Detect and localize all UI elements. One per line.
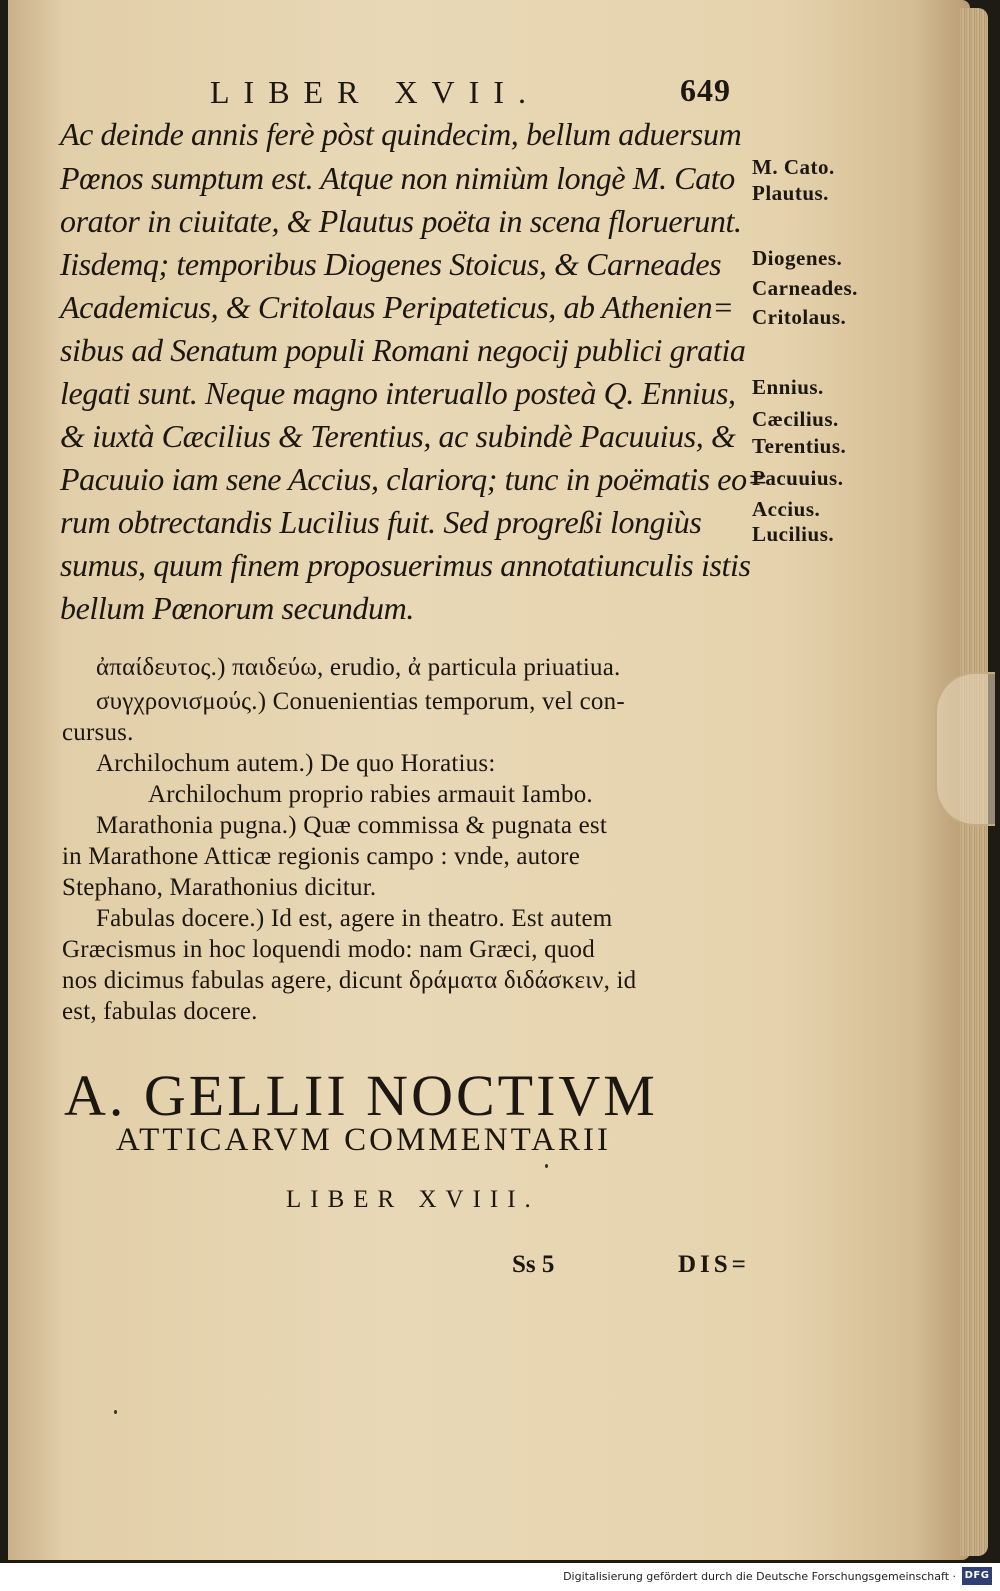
margin-note: M. Cato. bbox=[752, 155, 835, 179]
annotation-line: Archilochum autem.) De quo Horatius: bbox=[96, 750, 496, 777]
annotation-line: Græcismus in hoc loquendi modo: nam Græci, quod bbox=[62, 936, 595, 963]
annotation-line: est, fabulas docere. bbox=[62, 998, 258, 1025]
book-number: LIBER XVIII. bbox=[286, 1186, 540, 1213]
annotation-line: Stephano, Marathonius dicitur. bbox=[62, 874, 377, 901]
annotation-line: συγχρονισμούς.) Conuenientias temporum, vel con- bbox=[96, 688, 625, 715]
footer-bar bbox=[0, 1563, 1000, 1591]
page-number: 649 bbox=[680, 72, 731, 108]
book-subtitle: ATTICARVM COMMENTARII bbox=[116, 1122, 611, 1158]
bookmark-tab bbox=[935, 672, 995, 826]
text-line: Ac deinde annis ferè pòst quindecim, bellum aduersum bbox=[60, 116, 742, 152]
margin-note: Cæcilius. bbox=[752, 407, 839, 431]
text-line: Academicus, & Critolaus Peripateticus, ab Athenien= bbox=[60, 289, 734, 325]
annotation-line: cursus. bbox=[62, 719, 134, 746]
text-line: Pacuuio iam sene Accius, clariorq; tunc in poëmatis eo= bbox=[60, 461, 768, 497]
text-line: bellum Pœnorum secundum. bbox=[60, 590, 414, 626]
margin-note: Critolaus. bbox=[752, 305, 847, 329]
annotation-line: nos dicimus fabulas agere, dicunt δράματα διδάσκειν, id bbox=[62, 967, 637, 994]
text-line: rum obtrectandis Lucilius fuit. Sed progreßi longiùs bbox=[60, 504, 702, 540]
running-head: LIBER XVII. bbox=[210, 74, 540, 110]
margin-note: Terentius. bbox=[752, 434, 847, 458]
margin-note: Lucilius. bbox=[752, 522, 835, 546]
paper-speck bbox=[114, 1410, 117, 1414]
book-title: A. GELLII NOCTIVM bbox=[64, 1063, 658, 1128]
margin-note: Pacuuius. bbox=[752, 466, 844, 490]
margin-note: Carneades. bbox=[752, 276, 858, 300]
margin-note: Ennius. bbox=[752, 375, 824, 399]
annotation-line: Marathonia pugna.) Quæ commissa & pugnata est bbox=[96, 812, 607, 839]
text-line: sibus ad Senatum populi Romani negocij publici gratia bbox=[60, 332, 746, 368]
margin-note: Plautus. bbox=[752, 181, 829, 205]
catchword: DIS= bbox=[678, 1251, 750, 1278]
verse-quote: Archilochum proprio rabies armauit Iambo. bbox=[148, 781, 593, 808]
annotation-line: Fabulas docere.) Id est, agere in theatro. Est autem bbox=[96, 905, 613, 932]
annotation-line: in Marathone Atticæ regionis campo : vnde, autore bbox=[62, 843, 581, 870]
text-line: & iuxtà Cæcilius & Terentius, ac subindè Pacuuius, & bbox=[60, 418, 736, 454]
funding-credit: Digitalisierung gefördert durch die Deutsche Forschungsgemeinschaft · bbox=[563, 1570, 956, 1583]
annotation-line: ἀπαίδευτος.) παιδεύω, erudio, ἀ particula priuatiua. bbox=[96, 654, 621, 681]
signature-mark: Ss 5 bbox=[512, 1251, 555, 1278]
text-line: legati sunt. Neque magno interuallo posteà Q. Ennius, bbox=[60, 375, 736, 411]
text-line: sumus, quum finem proposuerimus annotatiunculis istis bbox=[60, 547, 751, 583]
margin-note: Accius. bbox=[752, 497, 821, 521]
text-line: orator in ciuitate, & Plautus poëta in scena floruerunt. bbox=[60, 203, 742, 239]
text-line: Pœnos sumptum est. Atque non nimiùm longè M. Cato bbox=[60, 160, 735, 196]
paper-speck bbox=[545, 1164, 548, 1168]
text-line: Iisdemq; temporibus Diogenes Stoicus, & Carneades bbox=[60, 246, 722, 282]
dfg-logo: DFG bbox=[962, 1567, 992, 1585]
margin-note: Diogenes. bbox=[752, 246, 843, 270]
